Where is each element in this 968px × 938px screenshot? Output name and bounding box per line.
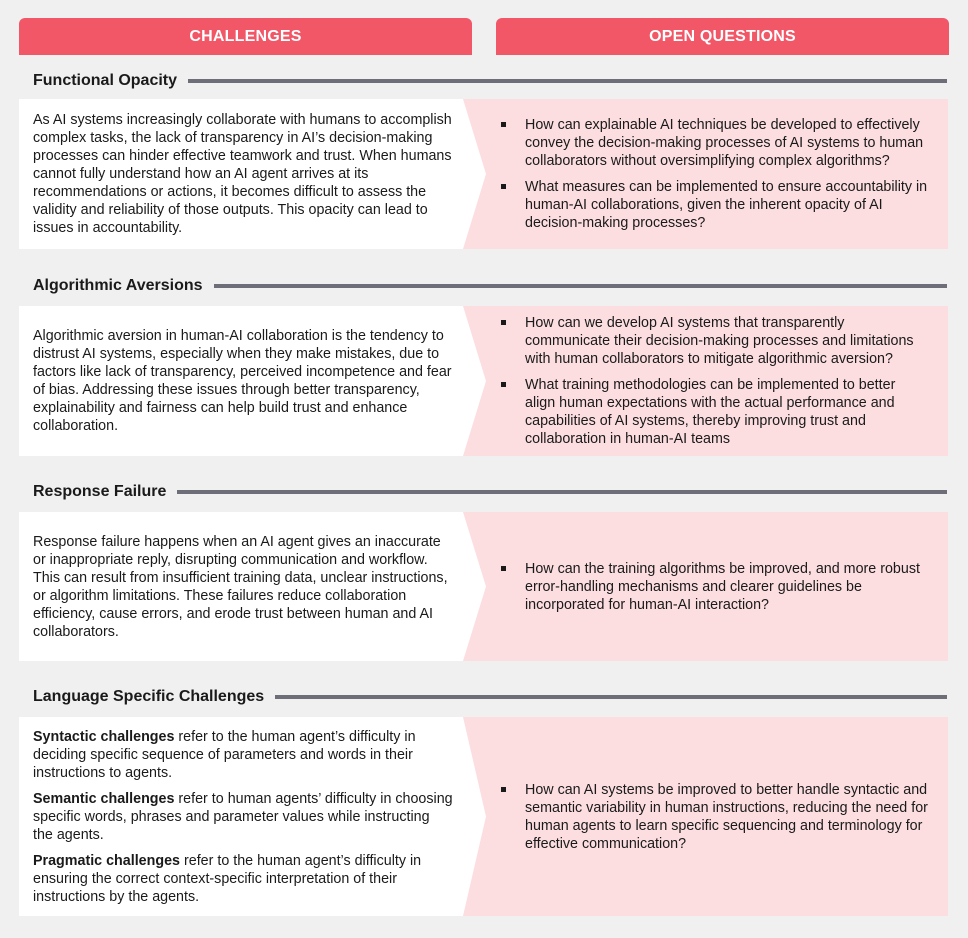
description-paragraph (33, 728, 453, 782)
section-3-questions (498, 512, 928, 661)
square-bullet-icon (501, 122, 506, 127)
section-4-title-bar (33, 688, 947, 706)
section-1-questions (498, 99, 928, 249)
section-4-description (33, 717, 453, 916)
question-text: What measures can be implemented to ensure accountability in human-AI collaborations, given the inherent opacity of AI decision-making processes? (525, 179, 928, 231)
question-text: How can the training algorithms be improved, and more robust error-handling mechanisms and clearer guidelines be incorporated for human-AI interaction? (525, 560, 920, 613)
section-2-divider (214, 284, 947, 288)
question-text: What training methodologies can be implemented to better align human expectations with the actual performance and capabilities of AI systems, thereby improving trust and collaboration in human-AI teams (525, 377, 896, 447)
square-bullet-icon (501, 320, 506, 325)
section-1-divider (188, 79, 947, 83)
description-text: Algorithmic aversion in human-AI collaboration is the tendency to distrust AI systems, especially when they make mistakes, due to factors like lack of transparency, perceived incompetence and fear of bias. Addressing these issues through better transparency, explainability and fairness can help build trust and enhance collaboration. (33, 328, 452, 434)
question-text: How can we develop AI systems that transparently communicate their decision-making processes and limitations with human collaborators to mitigate algorithmic aversion? (525, 315, 914, 367)
open-questions-header: OPEN QUESTIONS (496, 18, 949, 55)
description-paragraph (33, 852, 453, 906)
section-2-questions (498, 306, 928, 456)
question-item (498, 314, 928, 368)
square-bullet-icon (501, 184, 506, 189)
challenges-header: CHALLENGES (19, 18, 472, 55)
question-text: How can explainable AI techniques be developed to effectively convey the decision-making processes of AI systems to human collaborators without oversimplifying complex algorithms? (525, 117, 924, 169)
description-text: As AI systems increasingly collaborate with humans to accomplish complex tasks, the lack of transparency in AI’s decision-making processes can hinder effective teamwork and trust. When humans cannot fully understand how an AI agent arrives at its recommendations or actions, it becomes difficult to assess the validity and reliability of those outputs. This opacity can lead to issues in accountability. (33, 112, 452, 236)
section-3-title: Response Failure (33, 483, 167, 500)
square-bullet-icon (501, 566, 506, 571)
description-paragraph (33, 111, 453, 237)
description-text: refer to the human agent’s difficulty in ensuring the correct context-specific interpretation of their instructions by the agents. (33, 852, 422, 905)
section-2-title-bar (33, 277, 947, 295)
description-text: refer to the human agent’s difficulty in deciding specific sequence of parameters and words in their instructions to agents. (33, 728, 416, 781)
question-text: How can AI systems be improved to better handle syntactic and semantic variability in human instructions, reducing the need for human agents to learn specific sequencing and terminology for effective communication? (525, 781, 928, 852)
section-4-questions (498, 717, 928, 916)
description-paragraph (33, 790, 453, 844)
description-paragraph (33, 533, 453, 641)
section-4-title: Language Specific Challenges (33, 688, 265, 705)
question-item (498, 560, 928, 614)
square-bullet-icon (501, 787, 506, 792)
description-paragraph (33, 327, 453, 435)
square-bullet-icon (501, 382, 506, 387)
section-2-row (19, 306, 948, 456)
section-3-row (19, 512, 948, 661)
description-bold-term: Syntactic challenges (33, 728, 175, 745)
section-1-title-bar (33, 72, 947, 90)
description-bold-term: Pragmatic challenges (33, 852, 181, 869)
section-4-row (19, 717, 948, 916)
section-2-description (33, 306, 453, 456)
section-1-description (33, 99, 453, 249)
description-text: refer to human agents’ difficulty in choosing specific words, phrases and parameter values while instructing the agents. (33, 790, 453, 843)
question-item (498, 178, 928, 232)
section-1-title: Functional Opacity (33, 72, 178, 89)
description-bold-term: Semantic challenges (33, 790, 175, 807)
section-3-title-bar (33, 483, 947, 501)
question-item (498, 376, 928, 448)
section-4-divider (275, 695, 947, 699)
question-item (498, 116, 928, 170)
section-3-divider (177, 490, 947, 494)
section-2-title: Algorithmic Aversions (33, 277, 203, 294)
description-text: Response failure happens when an AI agent gives an inaccurate or inappropriate reply, disrupting communication and workflow. This can result from insufficient training data, unclear instructions, or algorithm limitations. These failures reduce collaboration efficiency, cause errors, and erode trust between human and AI collaborators. (33, 533, 448, 640)
section-1-row (19, 99, 948, 249)
section-3-description (33, 512, 453, 661)
question-item (498, 781, 928, 853)
